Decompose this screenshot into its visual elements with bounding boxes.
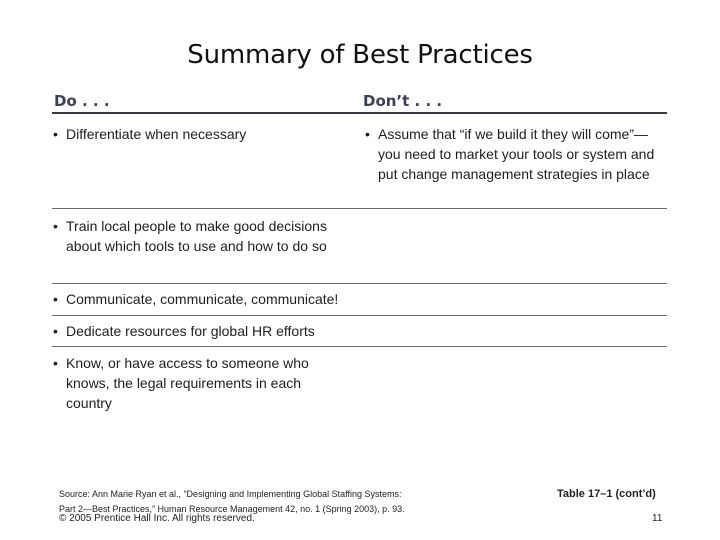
table-header xyxy=(52,88,667,114)
header-dont: Don’t . . . xyxy=(363,92,443,110)
source-citation: Source: Ann Marie Ryan et al., “Designing and Implementing Global Staffing Systems: Part 2—Best Practices,” Human Resource Management 42, no. 1 (Spring 2003), p. 93. xyxy=(59,489,405,514)
do-item xyxy=(52,353,326,413)
do-item-text: Know, or have access to someone who knows, the legal requirements in each country xyxy=(66,355,309,411)
bullet-icon: • xyxy=(365,126,370,142)
do-item xyxy=(52,216,361,256)
dont-item xyxy=(364,124,668,184)
bullet-icon: • xyxy=(53,291,58,307)
copyright-notice: © 2005 Prentice Hall Inc. All rights reserved. xyxy=(59,513,255,524)
table-label: Table 17–1 (cont’d) xyxy=(557,488,656,500)
do-item-text: Differentiate when necessary xyxy=(66,126,247,142)
bullet-icon: • xyxy=(53,218,58,234)
do-item xyxy=(52,124,361,144)
do-item xyxy=(52,289,366,309)
table-row xyxy=(52,316,667,347)
table-row xyxy=(52,347,667,417)
best-practices-table xyxy=(52,88,667,417)
bullet-icon: • xyxy=(53,323,58,339)
bullet-icon: • xyxy=(53,126,58,142)
table-row xyxy=(52,284,667,316)
table-row xyxy=(52,209,667,284)
bullet-icon: • xyxy=(53,355,58,371)
do-item-text: Dedicate resources for global HR efforts xyxy=(66,323,315,339)
page-number: 11 xyxy=(652,513,663,524)
dont-item-text: Assume that “if we build it they will come”—you need to market your tools or system and put change management strategies in place xyxy=(378,126,655,182)
slide-title: Summary of Best Practices xyxy=(187,40,533,70)
table-row xyxy=(52,114,667,209)
do-item-text: Train local people to make good decisions about which tools to use and how to do so xyxy=(66,218,327,254)
header-do: Do . . . xyxy=(54,92,110,110)
do-item-text: Communicate, communicate, communicate! xyxy=(66,291,339,307)
do-item xyxy=(52,321,366,341)
